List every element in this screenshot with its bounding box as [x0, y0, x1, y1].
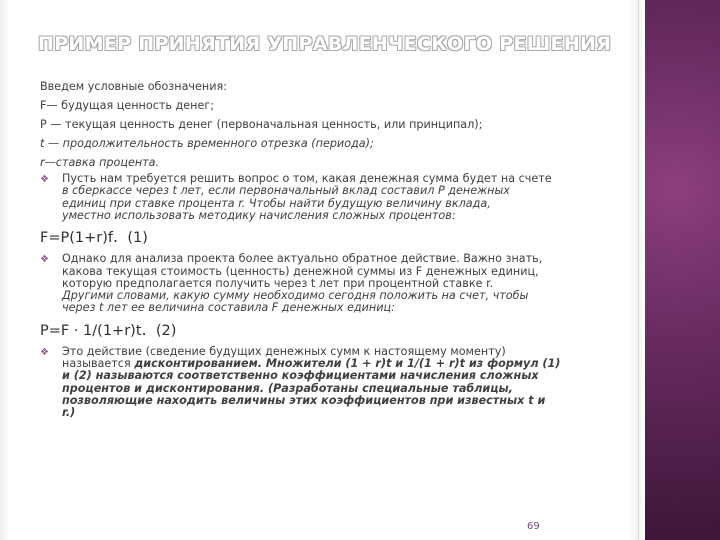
- formula-2-number: (2): [155, 322, 177, 339]
- bullet-3-line-2-plain: называется: [62, 357, 135, 371]
- bullet-3-line-5: позволяющие находить величины этих коэффициентов при известных t и: [62, 393, 546, 407]
- sidebar-decoration: [645, 0, 720, 540]
- bullet-1-line-2: в сберкассе через t лет, если первоначальный вклад составил P денежных: [62, 184, 510, 198]
- ornament-bullet-icon: ❖: [40, 174, 49, 186]
- formula-1: [40, 228, 606, 247]
- ornament-bullet-icon: ❖: [40, 346, 49, 358]
- formula-2: [40, 321, 606, 340]
- bullet-3-line-4: процентов и дисконтирования. (Разработаны специальные таблицы,: [62, 381, 513, 395]
- bullet-item-3: [40, 346, 606, 420]
- bullet-2-line-5: через t лет ее величина составила F денежных единиц:: [62, 301, 395, 315]
- bullet-item-1: [40, 173, 606, 222]
- bullet-1-line-3: единиц при ставке процента r. Чтобы найти будущую величину вклада,: [62, 196, 491, 210]
- definition-p: P — текущая ценность денег (первоначальная ценность, или принципал);: [40, 117, 483, 131]
- slide-body: [40, 80, 606, 420]
- bullet-2-line-2: какова текущая стоимость (ценность) денежной суммы из F денежных единиц,: [62, 264, 539, 278]
- formula-1-dot: .: [113, 227, 119, 247]
- bullet-1-line-4: уместно использовать методику начисления сложных процентов:: [62, 208, 456, 222]
- page-number: 69: [527, 521, 540, 532]
- definition-f: F— будущая ценность денег;: [40, 98, 214, 112]
- slide-title: ПРИМЕР ПРИНЯТИЯ УПРАВЛЕНЧЕСКОГО РЕШЕНИЯ: [38, 33, 612, 55]
- bullet-3-line-6: r.): [62, 406, 76, 420]
- formula-1-expression: F=P(1+r)f: [40, 230, 113, 247]
- bullet-2-line-4: Другими словами, какую сумму необходимо сегодня положить на счет, чтобы: [62, 289, 529, 303]
- bullet-2-line-1: Однако для анализа проекта более актуально обратное действие. Важно знать,: [62, 252, 543, 266]
- formula-2-dot: .: [141, 319, 147, 339]
- bullet-3-line-1: Это действие (сведение будущих денежных сумм к настоящему моменту): [62, 344, 506, 358]
- sidebar-divider: [638, 0, 639, 540]
- bullet-2-line-3: которую предполагается получить через t лет при процентной ставке r.: [62, 276, 494, 290]
- formula-1-number: (1): [127, 230, 148, 247]
- intro-line: Введем условные обозначения:: [40, 80, 227, 93]
- bullet-3-line-3: и (2) называются соответственно коэффициентами начисления сложных: [62, 369, 539, 383]
- ornament-bullet-icon: ❖: [40, 254, 49, 266]
- definition-t: t — продолжительность временного отрезка (периода);: [40, 136, 374, 150]
- definition-r: r—ставка процента.: [40, 155, 160, 169]
- bullet-1-line-1: Пусть нам требуется решить вопрос о том, какая денежная сумма будет на счете: [62, 172, 552, 186]
- bullet-item-2: [40, 253, 606, 314]
- bullet-3-line-2-emphasis: дисконтированием. Множители (1 + r)t и 1/(1 + r)t из формул (1): [134, 357, 561, 371]
- formula-2-expression: P=F · 1/(1+r)t: [40, 322, 142, 339]
